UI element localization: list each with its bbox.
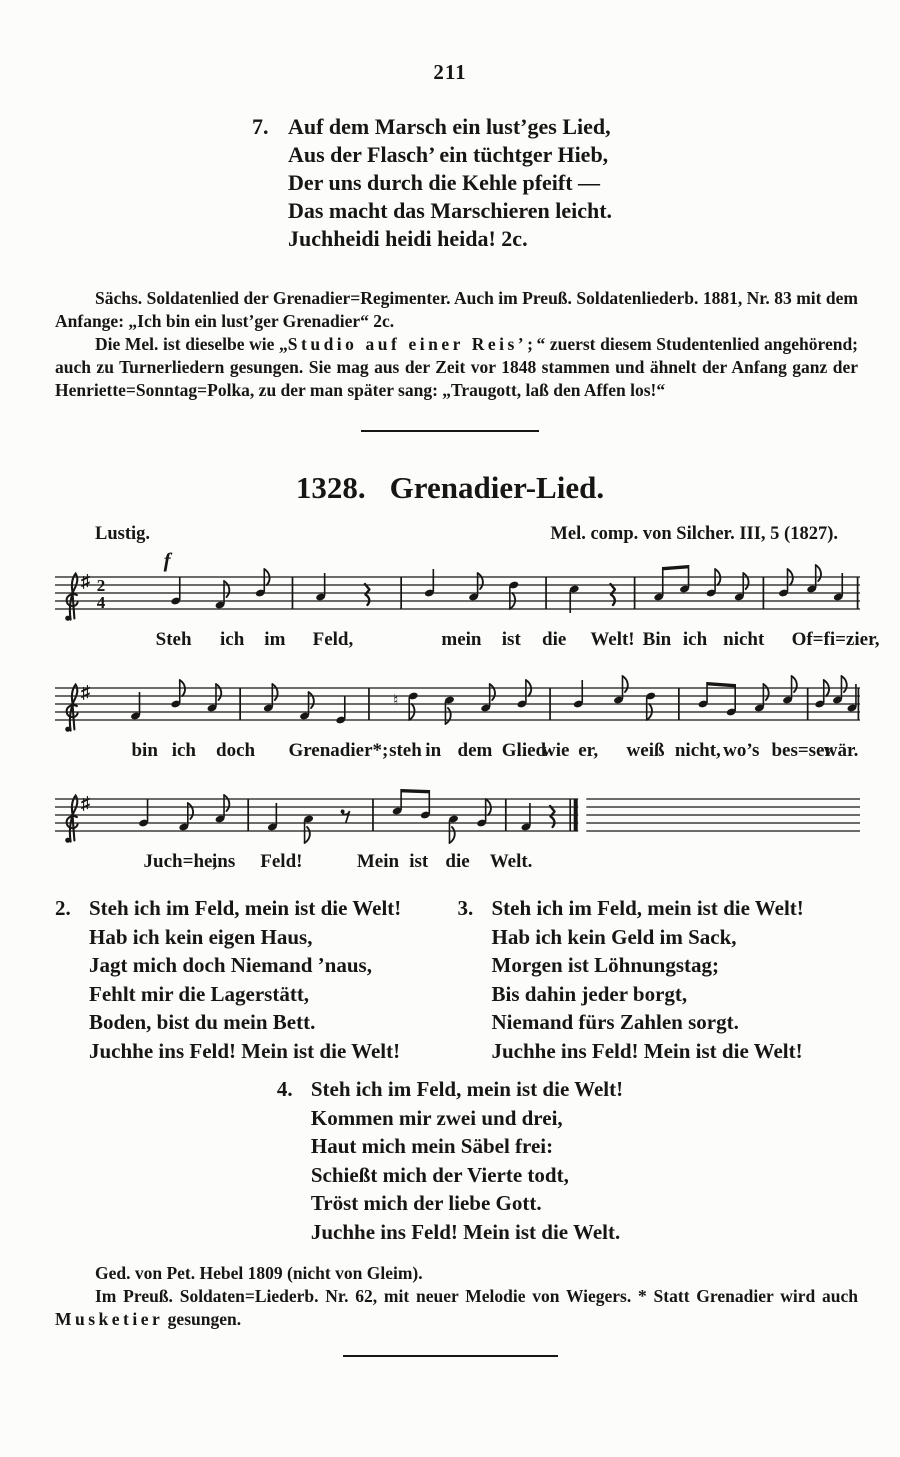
staff-system-3	[55, 771, 860, 878]
dynamic-marking: f	[163, 549, 171, 572]
note-text: “ zuerst diesem Studentenlied angehörend; auch zu Turnerliedern gesungen. Sie mag aus der Zeit vor 1848 stammen und ähnelt der Anfang ganz der Henriette=Sonntag=Polka, zu der man später sang: „Traugott, laß den Affen los!“	[55, 334, 859, 400]
lyric-word: bin	[131, 740, 158, 761]
verse-number: 7.	[251, 114, 269, 139]
verse-line: Aus der Flasch’ ein tüchtger Hieb,	[287, 142, 609, 167]
quarter-rest	[365, 584, 370, 605]
verse-line: Boden, bist du mein Bett.	[89, 1010, 316, 1034]
lyric-word: doch	[216, 740, 256, 761]
quarter-rest	[610, 584, 615, 605]
verse-2	[55, 894, 458, 1065]
tempo-line	[95, 524, 838, 545]
footer-note-paragraph-2	[55, 1285, 858, 1331]
eighth-rest	[341, 810, 350, 823]
lyric-word: Juch=he,	[143, 851, 218, 872]
verse-line: Bis dahin jeder borgt,	[491, 981, 688, 1006]
lyric-word: ins	[211, 851, 236, 872]
source-note-paragraph-2	[55, 333, 858, 402]
lyric-word: ist	[409, 851, 429, 872]
lyric-word: die	[542, 629, 567, 650]
verse-line: 3. Steh ich im Feld, mein ist die Welt!	[492, 894, 861, 923]
lyric-word: wie	[542, 740, 570, 761]
key-signature-sharp: ♯	[81, 682, 90, 702]
lyric-word: Bin	[642, 629, 672, 650]
verse-number: 2.	[55, 896, 71, 920]
source-notes	[55, 287, 858, 402]
lyric-word: Steh	[155, 629, 192, 650]
key-signature-sharp: ♯	[81, 571, 90, 591]
song-name: Grenadier-Lied.	[389, 470, 605, 505]
staff-system-1	[55, 549, 880, 656]
song-number: 1328.	[295, 470, 366, 505]
letterspaced-phrase: Musketier	[55, 1309, 164, 1329]
treble-clef-icon	[65, 796, 77, 843]
lyrics-line	[55, 740, 860, 767]
note-text: Die Mel. ist dieselbe wie „	[95, 334, 288, 354]
lyric-word: mein	[441, 629, 482, 650]
lyric-word: Welt!	[590, 629, 635, 650]
lyric-word: nicht,	[674, 740, 721, 761]
staff-system-2	[55, 660, 860, 767]
top-verse	[251, 113, 613, 253]
lyric-word: ist	[501, 629, 521, 650]
lyric-word: bes=ser	[771, 740, 833, 761]
lyric-word: Feld!	[260, 851, 303, 872]
lyric-word: wo’s	[723, 740, 760, 761]
verses-row	[55, 894, 860, 1065]
lyric-word: Grenadier*;	[288, 740, 389, 761]
verse-line: Das macht das Marschieren leicht.	[287, 198, 613, 223]
quarter-rest	[550, 806, 555, 827]
music-notation	[0, 549, 900, 878]
song-title	[0, 470, 900, 506]
source-note-paragraph-1: Sächs. Soldatenlied der Grenadier=Regimenter. Auch im Preuß. Soldatenliederb. 1881, Nr. 83 mit dem Anfange: „Ich bin ein lust’ger Grenadier“ 2c.	[55, 288, 858, 331]
verse-line: Tröst mich der liebe Gott.	[310, 1191, 542, 1215]
verse-line: Hab ich kein eigen Haus,	[89, 924, 313, 949]
lyric-word: im	[264, 629, 286, 650]
verse-line: Kommen mir zwei und drei,	[310, 1105, 563, 1130]
verse-line: Juchheidi heidi heida! 2c.	[287, 226, 528, 251]
lyric-word: ich	[682, 629, 708, 650]
svg-text:2: 2	[96, 576, 106, 595]
tempo-marking: Lustig.	[95, 524, 151, 544]
note-text: gesungen.	[163, 1309, 242, 1329]
svg-text:4: 4	[96, 593, 106, 612]
lyric-word: Glied	[501, 740, 547, 761]
letterspaced-phrase: Studio auf einer Reis’;	[287, 334, 537, 354]
natural-accidental: ♮	[393, 693, 399, 709]
verse-line: Fehlt mir die Lagerstätt,	[89, 981, 310, 1006]
bottom-divider	[343, 1355, 558, 1357]
lyric-word: er,	[578, 740, 599, 761]
lyric-word: weiß	[626, 740, 665, 761]
lyric-word: Feld,	[312, 629, 354, 650]
lyric-word: in	[425, 740, 442, 761]
verse-line: 7. Auf dem Marsch ein lust’ges Lied,	[251, 114, 611, 139]
time-signature	[97, 576, 106, 612]
page-number: 211	[433, 60, 467, 84]
verse-number: 3.	[457, 896, 474, 920]
verse-line: Juchhe ins Feld! Mein ist die Welt!	[491, 1038, 803, 1063]
verse-line: Haut mich mein Säbel frei:	[310, 1134, 554, 1158]
lyrics-line	[55, 851, 860, 878]
note-text: Im Preuß. Soldaten=Liederb. Nr. 62, mit neuer Melodie von Wiegers. * Statt Grenadier wird auch	[95, 1286, 858, 1306]
lyric-word: Welt.	[489, 851, 533, 872]
verse-3	[458, 894, 861, 1065]
lyric-word: ich	[220, 629, 245, 650]
treble-clef-icon	[65, 685, 77, 732]
lyric-word: steh	[389, 740, 422, 761]
verse-line: Morgen ist Löhnungstag;	[491, 953, 720, 977]
lyrics-line	[55, 629, 880, 656]
verse-line: Juchhe ins Feld! Mein ist die Welt.	[310, 1219, 621, 1244]
key-signature-sharp: ♯	[81, 793, 90, 813]
lyric-word: ich	[171, 740, 196, 761]
lyric-word: die	[445, 851, 470, 872]
verse-line: 4. Steh ich im Feld, mein ist die Welt!	[311, 1075, 623, 1104]
footer-note-paragraph-1: Ged. von Pet. Hebel 1809 (nicht von Gleim).	[95, 1263, 423, 1283]
verse-line: 2. Steh ich im Feld, mein ist die Welt!	[89, 894, 458, 923]
treble-clef-icon	[65, 574, 77, 621]
melody-credit: Mel. comp. von Silcher. III, 5 (1827).	[550, 524, 838, 544]
lyric-word: dem	[457, 740, 493, 761]
verse-line: Der uns durch die Kehle pfeift —	[287, 170, 601, 195]
verse-line: Schießt mich der Vierte todt,	[310, 1162, 569, 1187]
lyric-word: wär.	[823, 740, 859, 761]
footer-notes	[55, 1262, 858, 1331]
verse-line: Jagt mich doch Niemand ’naus,	[89, 953, 372, 977]
verse-line: Hab ich kein Geld im Sack,	[491, 924, 737, 949]
verse-4	[277, 1075, 623, 1246]
section-divider	[361, 430, 539, 432]
verse-line: Niemand fürs Zahlen sorgt.	[491, 1010, 739, 1034]
verse-number: 4.	[276, 1077, 293, 1101]
lyric-word: Of=fi=zier,	[791, 629, 880, 650]
lyric-word: Mein	[356, 851, 400, 872]
lyric-word: nicht	[723, 629, 765, 650]
verse-line: Juchhe ins Feld! Mein ist die Welt!	[89, 1038, 401, 1063]
